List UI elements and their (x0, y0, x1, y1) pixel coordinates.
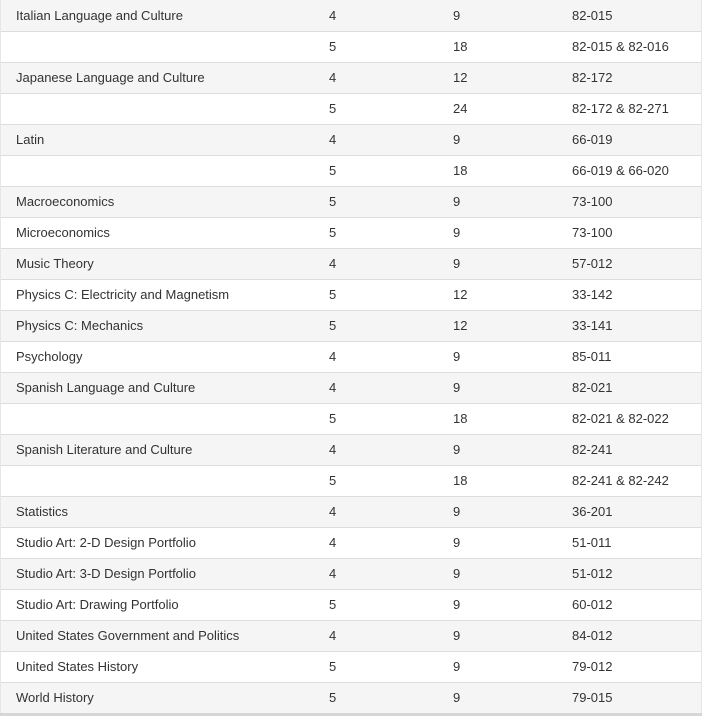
subject-cell: United States History (0, 651, 313, 682)
course-cell: 66-019 (555, 124, 702, 155)
course-cell: 82-015 & 82-016 (555, 31, 702, 62)
score-cell: 5 (313, 155, 437, 186)
table-row (0, 558, 702, 589)
score-cell: 5 (313, 651, 437, 682)
score-cell: 5 (313, 279, 437, 310)
table-row (0, 589, 702, 620)
units-cell: 12 (437, 310, 555, 341)
units-cell: 9 (437, 186, 555, 217)
units-cell: 9 (437, 558, 555, 589)
subject-cell: Spanish Language and Culture (0, 372, 313, 403)
course-cell: 79-015 (555, 682, 702, 713)
subject-cell (0, 155, 313, 186)
course-cell: 66-019 & 66-020 (555, 155, 702, 186)
score-cell: 5 (313, 93, 437, 124)
score-cell: 5 (313, 465, 437, 496)
table-row (0, 31, 702, 62)
units-cell: 9 (437, 496, 555, 527)
course-cell: 82-015 (555, 0, 702, 31)
subject-cell: Microeconomics (0, 217, 313, 248)
subject-cell: Music Theory (0, 248, 313, 279)
course-cell: 33-141 (555, 310, 702, 341)
subject-cell (0, 31, 313, 62)
subject-cell: Studio Art: 3-D Design Portfolio (0, 558, 313, 589)
units-cell: 12 (437, 279, 555, 310)
score-cell: 5 (313, 682, 437, 713)
subject-cell: Psychology (0, 341, 313, 372)
course-cell: 82-172 & 82-271 (555, 93, 702, 124)
table-row (0, 217, 702, 248)
score-cell: 5 (313, 589, 437, 620)
score-cell: 5 (313, 403, 437, 434)
units-cell: 9 (437, 434, 555, 465)
course-cell: 85-011 (555, 341, 702, 372)
score-cell: 4 (313, 341, 437, 372)
subject-cell: Physics C: Electricity and Magnetism (0, 279, 313, 310)
course-cell: 51-011 (555, 527, 702, 558)
subject-cell: World History (0, 682, 313, 713)
course-cell: 57-012 (555, 248, 702, 279)
course-cell: 60-012 (555, 589, 702, 620)
subject-cell: Macroeconomics (0, 186, 313, 217)
course-cell: 79-012 (555, 651, 702, 682)
units-cell: 18 (437, 155, 555, 186)
units-cell: 18 (437, 465, 555, 496)
course-cell: 73-100 (555, 186, 702, 217)
subject-cell: Studio Art: 2-D Design Portfolio (0, 527, 313, 558)
table-row (0, 682, 702, 713)
table-left-border (0, 0, 1, 713)
units-cell: 12 (437, 62, 555, 93)
table-row (0, 310, 702, 341)
subject-cell: Japanese Language and Culture (0, 62, 313, 93)
table-row (0, 186, 702, 217)
units-cell: 9 (437, 651, 555, 682)
units-cell: 9 (437, 341, 555, 372)
subject-cell: United States Government and Politics (0, 620, 313, 651)
score-cell: 4 (313, 558, 437, 589)
table-row (0, 155, 702, 186)
table-row (0, 527, 702, 558)
table-row (0, 93, 702, 124)
table-row (0, 496, 702, 527)
course-cell: 82-241 & 82-242 (555, 465, 702, 496)
course-cell: 51-012 (555, 558, 702, 589)
course-cell: 33-142 (555, 279, 702, 310)
course-cell: 84-012 (555, 620, 702, 651)
table-row (0, 651, 702, 682)
table-row (0, 434, 702, 465)
subject-cell: Studio Art: Drawing Portfolio (0, 589, 313, 620)
subject-cell (0, 465, 313, 496)
table-row (0, 62, 702, 93)
course-cell: 36-201 (555, 496, 702, 527)
subject-cell (0, 403, 313, 434)
score-cell: 4 (313, 248, 437, 279)
table-row (0, 248, 702, 279)
score-cell: 4 (313, 496, 437, 527)
subject-cell: Spanish Literature and Culture (0, 434, 313, 465)
course-cell: 82-172 (555, 62, 702, 93)
table-row (0, 620, 702, 651)
units-cell: 9 (437, 527, 555, 558)
score-cell: 5 (313, 31, 437, 62)
score-cell: 5 (313, 310, 437, 341)
score-cell: 4 (313, 527, 437, 558)
score-cell: 5 (313, 186, 437, 217)
score-cell: 4 (313, 124, 437, 155)
course-cell: 82-241 (555, 434, 702, 465)
units-cell: 24 (437, 93, 555, 124)
units-cell: 9 (437, 248, 555, 279)
table-row (0, 341, 702, 372)
table-row (0, 279, 702, 310)
score-cell: 5 (313, 217, 437, 248)
table-row (0, 372, 702, 403)
subject-cell (0, 93, 313, 124)
score-cell: 4 (313, 620, 437, 651)
units-cell: 9 (437, 0, 555, 31)
units-cell: 9 (437, 682, 555, 713)
subject-cell: Physics C: Mechanics (0, 310, 313, 341)
course-cell: 82-021 (555, 372, 702, 403)
score-cell: 4 (313, 62, 437, 93)
units-cell: 9 (437, 372, 555, 403)
units-cell: 9 (437, 124, 555, 155)
units-cell: 9 (437, 620, 555, 651)
units-cell: 18 (437, 403, 555, 434)
course-cell: 73-100 (555, 217, 702, 248)
score-cell: 4 (313, 434, 437, 465)
subject-cell: Italian Language and Culture (0, 0, 313, 31)
subject-cell: Latin (0, 124, 313, 155)
units-cell: 9 (437, 217, 555, 248)
units-cell: 9 (437, 589, 555, 620)
table-row (0, 465, 702, 496)
score-cell: 4 (313, 0, 437, 31)
table-row (0, 403, 702, 434)
course-cell: 82-021 & 82-022 (555, 403, 702, 434)
table-row (0, 0, 702, 31)
score-cell: 4 (313, 372, 437, 403)
subject-cell: Statistics (0, 496, 313, 527)
units-cell: 18 (437, 31, 555, 62)
table-row (0, 124, 702, 155)
